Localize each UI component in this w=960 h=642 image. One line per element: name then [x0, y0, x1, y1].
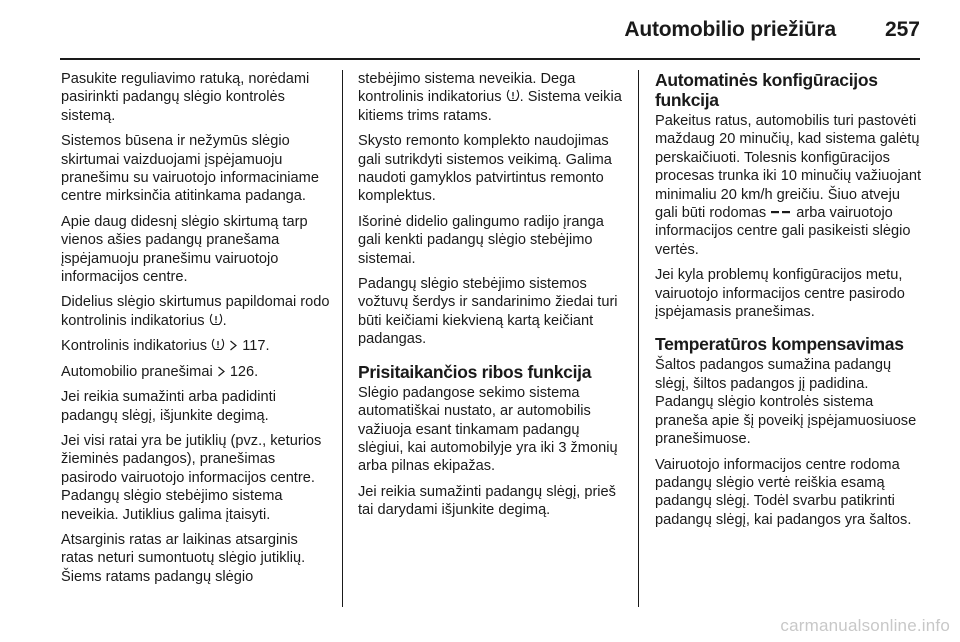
paragraph: Apie daug didesnį slėgio skirtumą tarp vienos ašies padangų pranešama įspėjamuoju pranešimu vairuotojo informacijos centre.: [61, 213, 308, 286]
section-heading: Automatinės konfigūracijos funkcija: [655, 70, 878, 110]
column-1: [61, 70, 331, 593]
page-reference-arrow-icon[interactable]: [217, 366, 226, 377]
page-number: 257: [884, 18, 920, 41]
paragraph: Sistemos būsena ir nežymūs slėgio skirtumai vaizduojami įspėjamuoju pranešimu su vairuotojo informaciniame centre mirksinčia atitinkama padanga.: [61, 133, 319, 205]
page-header: [0, 0, 960, 62]
paragraph: Jei kyla problemų konfigūracijos metu, vairuotojo informacijos centre pasirodo įspėjamasis pranešimas.: [655, 267, 905, 321]
paragraph-text: Automobilio pranešimai: [61, 363, 217, 380]
paragraph-text: .: [222, 312, 227, 329]
paragraph: [61, 337, 331, 355]
column-2: [358, 70, 628, 527]
paragraph-text: Pakeitus ratus, automobilis turi pastovėti maždaug 20 minučių, kad sistema galėtų perskaičiuoti. Tolesnis konfigūracijos procesas trunka iki 10 minučių važiuojant minimaliu 20 km/h greičiu. Šiuo atveju gali būti rodomas: [655, 113, 922, 222]
paragraph: Jei reikia sumažinti padangų slėgį, prieš tai darydami išjunkite degimą.: [358, 483, 616, 519]
paragraph: Skysto remonto komplekto naudojimas gali sutrikdyti sistemos veikimą. Galima naudoti gamyklos patvirtintus remonto komplektus.: [358, 133, 612, 205]
paragraph: [358, 70, 628, 125]
paragraph: [655, 112, 925, 259]
page-reference-arrow-icon[interactable]: [229, 340, 238, 351]
paragraph: Jei reikia sumažinti arba padidinti padangų slėgį, išjunkite degimą.: [61, 389, 276, 424]
paragraph: Pasukite reguliavimo ratuką, norėdami pasirinkti padangų slėgio kontrolės sistemą.: [61, 71, 310, 124]
watermark: carmanualsonline.info: [780, 616, 950, 635]
double-dash-display-icon: [770, 207, 792, 217]
paragraph: Padangų slėgio stebėjimo sistemos vožtuvų šerdys ir sandarinimo žiedai turi būti keičiami kiekvieną kartą keičiant padangas.: [358, 276, 618, 348]
paragraph: Šaltos padangos sumažina padangų slėgį, šiltos padangos jį padidina. Padangų slėgio kontrolės sistema praneša apie šį poveikį įspėjamuosiuose pranešimuose.: [655, 357, 917, 448]
paragraph: [61, 363, 331, 381]
paragraph: Jei visi ratai yra be jutiklių (pvz., keturios žieminės padangos), pranešimas pasirodo vairuotojo informacijos centre. Padangų slėgio stebėjimo sistema neveikia. Jutiklius galima įtaisyti.: [61, 432, 322, 523]
paragraph: Vairuotojo informacijos centre rodoma padangų slėgio vertė reiškia esamą padangų slėgį. Todėl svarbu patikrinti padangų slėgį, kai padangos yra šaltos.: [655, 456, 912, 528]
column-divider-1: [342, 70, 343, 607]
paragraph: Išorinė didelio galingumo radijo įranga gali kenkti padangų slėgio stebėjimo sistemai.: [358, 213, 604, 267]
column-3: [655, 70, 925, 536]
paragraph: Atsarginis ratas ar laikinas atsarginis ratas neturi sumontuotų slėgio jutiklių. Šiems ratams padangų slėgio: [61, 531, 306, 585]
paragraph-text: Didelius slėgio skirtumus papildomai rodo kontrolinis indikatorius: [61, 294, 330, 329]
section-heading: Temperatūros kompensavimas: [655, 334, 904, 355]
paragraph-text: Kontrolinis indikatorius: [61, 338, 212, 355]
tire-pressure-warning-icon: [211, 338, 225, 351]
paragraph-text: . Sistema veikia kitiems trims ratams.: [358, 89, 622, 124]
header-divider: [60, 58, 920, 60]
page-title: Automobilio priežiūra: [624, 18, 836, 41]
paragraph: [61, 293, 331, 330]
paragraph-text: stebėjimo sistema neveikia. Dega kontrolinis indikatorius: [358, 71, 576, 106]
section-heading: Prisitaikančios ribos funkcija: [358, 361, 592, 382]
tire-pressure-warning-icon: [209, 313, 223, 326]
column-divider-2: [638, 70, 639, 607]
paragraph-text: arba vairuotojo informacijos centre gali pasikeisti slėgio vertės.: [655, 205, 911, 258]
paragraph: Slėgio padangose sekimo sistema automatiškai nustato, ar automobilis važiuoja esant tinkamam padangų slėgiui, kai automobilyje yra iki 3 žmonių arba pilnas ekipažas.: [358, 384, 618, 475]
page-reference[interactable]: 117.: [242, 338, 270, 355]
tire-pressure-warning-icon: [506, 89, 520, 102]
page-reference[interactable]: 126.: [229, 363, 259, 380]
